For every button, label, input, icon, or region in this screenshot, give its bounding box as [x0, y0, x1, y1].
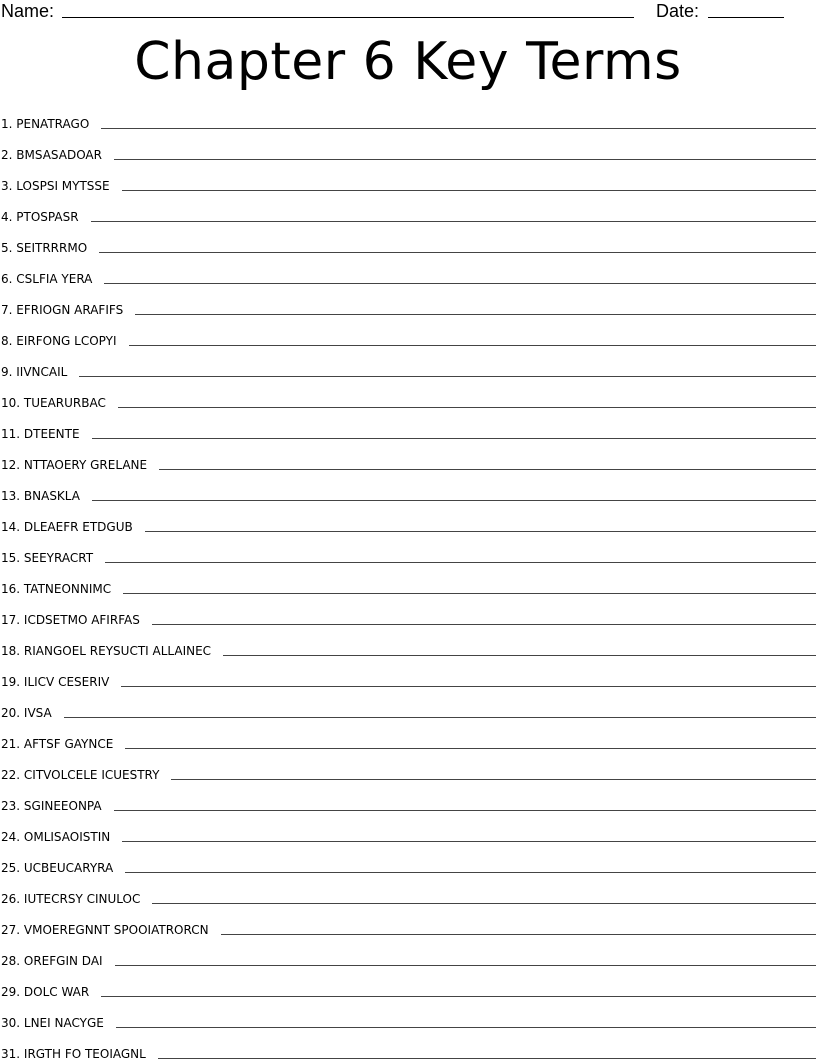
term-row	[0, 918, 816, 938]
scrambled-term: 10. TUEARURBAC	[1, 396, 106, 410]
answer-blank-line[interactable]	[121, 686, 816, 687]
scrambled-term: 7. EFRIOGN ARAFIFS	[1, 303, 124, 317]
scrambled-term: 22. CITVOLCELE ICUESTRY	[1, 768, 160, 782]
term-row	[0, 1042, 816, 1062]
answer-blank-line[interactable]	[125, 872, 816, 873]
page-title: Chapter 6 Key Terms	[134, 32, 682, 92]
scrambled-term: 11. DTEENTE	[1, 427, 80, 441]
scrambled-term: 15. SEEYRACRT	[1, 551, 94, 565]
scrambled-term: 14. DLEAEFR ETDGUB	[1, 520, 133, 534]
term-row	[0, 670, 816, 690]
answer-blank-line[interactable]	[118, 407, 816, 408]
term-row	[0, 484, 816, 504]
answer-blank-line[interactable]	[171, 779, 816, 780]
scrambled-term: 1. PENATRAGO	[1, 117, 90, 131]
answer-blank-line[interactable]	[92, 438, 816, 439]
term-row	[0, 577, 816, 597]
answer-blank-line[interactable]	[125, 748, 816, 749]
scrambled-term: 9. IIVNCAIL	[1, 365, 68, 379]
scrambled-term: 5. SEITRRRMO	[1, 241, 88, 255]
answer-blank-line[interactable]	[158, 1058, 816, 1059]
scrambled-term: 2. BMSASADOAR	[1, 148, 102, 162]
term-row	[0, 856, 816, 876]
scrambled-term: 3. LOSPSI MYTSSE	[1, 179, 110, 193]
term-row	[0, 763, 816, 783]
scrambled-term: 31. IRGTH FO TEOIAGNL	[1, 1047, 146, 1061]
answer-blank-line[interactable]	[114, 810, 816, 811]
scrambled-term: 29. DOLC WAR	[1, 985, 90, 999]
scrambled-term: 20. IVSA	[1, 706, 52, 720]
term-row	[0, 608, 816, 628]
answer-blank-line[interactable]	[64, 717, 816, 718]
answer-blank-line[interactable]	[91, 221, 816, 222]
term-row	[0, 887, 816, 907]
answer-blank-line[interactable]	[105, 562, 816, 563]
header-row	[0, 0, 816, 24]
answer-blank-line[interactable]	[79, 376, 816, 377]
term-row	[0, 360, 816, 380]
answer-blank-line[interactable]	[99, 252, 816, 253]
scrambled-term: 12. NTTAOERY GRELANE	[1, 458, 148, 472]
scrambled-term: 28. OREFGIN DAI	[1, 954, 103, 968]
scrambled-term: 23. SGINEEONPA	[1, 799, 102, 813]
answer-blank-line[interactable]	[104, 283, 816, 284]
term-row	[0, 391, 816, 411]
answer-blank-line[interactable]	[135, 314, 816, 315]
answer-blank-line[interactable]	[129, 345, 816, 346]
term-row	[0, 639, 816, 659]
term-row	[0, 143, 816, 163]
term-row	[0, 205, 816, 225]
term-row	[0, 794, 816, 814]
term-row	[0, 949, 816, 969]
date-label: Date:	[656, 1, 700, 21]
scrambled-term: 24. OMLISAOISTIN	[1, 830, 111, 844]
term-row	[0, 825, 816, 845]
answer-blank-line[interactable]	[92, 500, 816, 501]
term-row	[0, 980, 816, 1000]
scrambled-term: 25. UCBEUCARYRA	[1, 861, 114, 875]
answer-blank-line[interactable]	[114, 159, 816, 160]
name-label: Name:	[1, 1, 55, 21]
term-row	[0, 453, 816, 473]
scrambled-term: 30. LNEI NACYGE	[1, 1016, 104, 1030]
date-blank-line[interactable]	[708, 17, 784, 18]
scrambled-term: 6. CSLFIA YERA	[1, 272, 93, 286]
scrambled-term: 8. EIRFONG LCOPYI	[1, 334, 117, 348]
scrambled-term: 4. PTOSPASR	[1, 210, 79, 224]
scrambled-term: 16. TATNEONNIMC	[1, 582, 112, 596]
term-row	[0, 422, 816, 442]
answer-blank-line[interactable]	[116, 1027, 816, 1028]
answer-blank-line[interactable]	[152, 903, 816, 904]
scrambled-term: 27. VMOEREGNNT SPOOIATRORCN	[1, 923, 209, 937]
answer-blank-line[interactable]	[159, 469, 816, 470]
scrambled-term: 19. ILICV CESERIV	[1, 675, 110, 689]
term-row	[0, 174, 816, 194]
scrambled-term: 21. AFTSF GAYNCE	[1, 737, 114, 751]
answer-blank-line[interactable]	[122, 841, 816, 842]
answer-blank-line[interactable]	[123, 593, 816, 594]
answer-blank-line[interactable]	[122, 190, 816, 191]
answer-blank-line[interactable]	[145, 531, 816, 532]
scrambled-term: 18. RIANGOEL REYSUCTI ALLAINEC	[1, 644, 212, 658]
answer-blank-line[interactable]	[152, 624, 816, 625]
answer-blank-line[interactable]	[221, 934, 816, 935]
term-row	[0, 732, 816, 752]
term-row	[0, 329, 816, 349]
answer-blank-line[interactable]	[101, 128, 816, 129]
answer-blank-line[interactable]	[115, 965, 816, 966]
term-row	[0, 515, 816, 535]
term-row	[0, 112, 816, 132]
term-row	[0, 1011, 816, 1031]
term-row	[0, 546, 816, 566]
answer-blank-line[interactable]	[223, 655, 816, 656]
term-row	[0, 298, 816, 318]
term-row	[0, 701, 816, 721]
scrambled-term: 17. ICDSETMO AFIRFAS	[1, 613, 140, 627]
answer-blank-line[interactable]	[101, 996, 816, 997]
scrambled-term: 26. IUTECRSY CINULOC	[1, 892, 141, 906]
term-row	[0, 267, 816, 287]
name-blank-line[interactable]	[62, 17, 634, 18]
scrambled-term: 13. BNASKLA	[1, 489, 80, 503]
term-row	[0, 236, 816, 256]
